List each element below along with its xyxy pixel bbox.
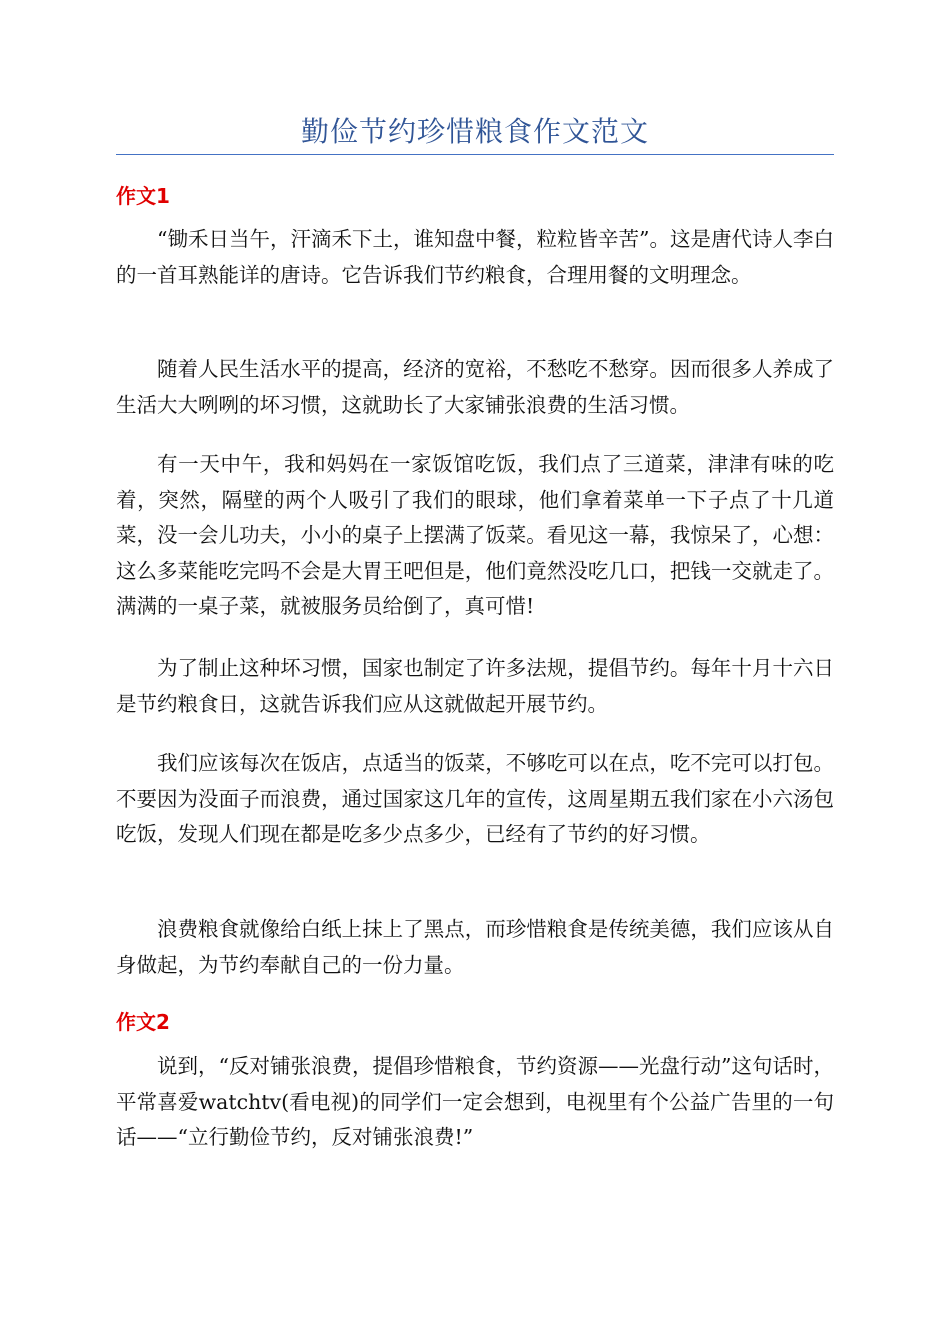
essay-1-paragraph-3: 有一天中午，我和妈妈在一家饭馆吃饭，我们点了三道菜，津津有味的吃着，突然，隔壁的两个人吸引了我们的眼球，他们拿着菜单一下子点了十几道菜，没一会儿功夫，小小的桌子上摆满了饭菜。看见这一幕，我惊呆了，心想：这么多菜能吃完吗不会是大胃王吧但是，他们竟然没吃几口，把钱一交就走了。满满的一桌子菜，就被服务员给倒了，真可惜! <box>116 452 834 618</box>
document-title: 勤俭节约珍惜粮食作文范文 <box>300 115 649 148</box>
essay-2-paragraph-1: 说到，“反对铺张浪费，提倡珍惜粮食，节约资源——光盘行动”这句话时，平常喜爱watchtv(看电视)的同学们一定会想到，电视里有个公益广告里的一句话——“立行勤俭节约，反对铺张浪费!” <box>116 1054 834 1149</box>
essay-1-paragraph-2: 随着人民生活水平的提高，经济的宽裕，不愁吃不愁穿。因而很多人养成了生活大大咧咧的坏习惯，这就助长了大家铺张浪费的生活习惯。 <box>116 357 834 417</box>
essay-1-paragraph-5: 我们应该每次在饭店，点适当的饭菜，不够吃可以在点，吃不完可以打包。不要因为没面子而浪费，通过国家这几年的宣传，这周星期五我们家在小六汤包吃饭，发现人们现在都是吃多少点多少，已经有了节约的好习惯。 <box>116 751 834 846</box>
essay-1-paragraph-6: 浪费粮食就像给白纸上抹上了黑点，而珍惜粮食是传统美德，我们应该从自身做起，为节约奉献自己的一份力量。 <box>116 917 834 977</box>
essay-1-heading: 作文1 <box>116 184 170 208</box>
essay-2-heading: 作文2 <box>116 1010 170 1034</box>
essay-1-paragraph-1: “锄禾日当午，汗滴禾下土，谁知盘中餐，粒粒皆辛苦”。这是唐代诗人李白的一首耳熟能详的唐诗。它告诉我们节约粮食，合理用餐的文明理念。 <box>116 227 834 287</box>
title-underline <box>116 154 834 155</box>
essay-1-paragraph-4: 为了制止这种坏习惯，国家也制定了许多法规，提倡节约。每年十月十六日是节约粮食日，这就告诉我们应从这就做起开展节约。 <box>116 656 834 716</box>
